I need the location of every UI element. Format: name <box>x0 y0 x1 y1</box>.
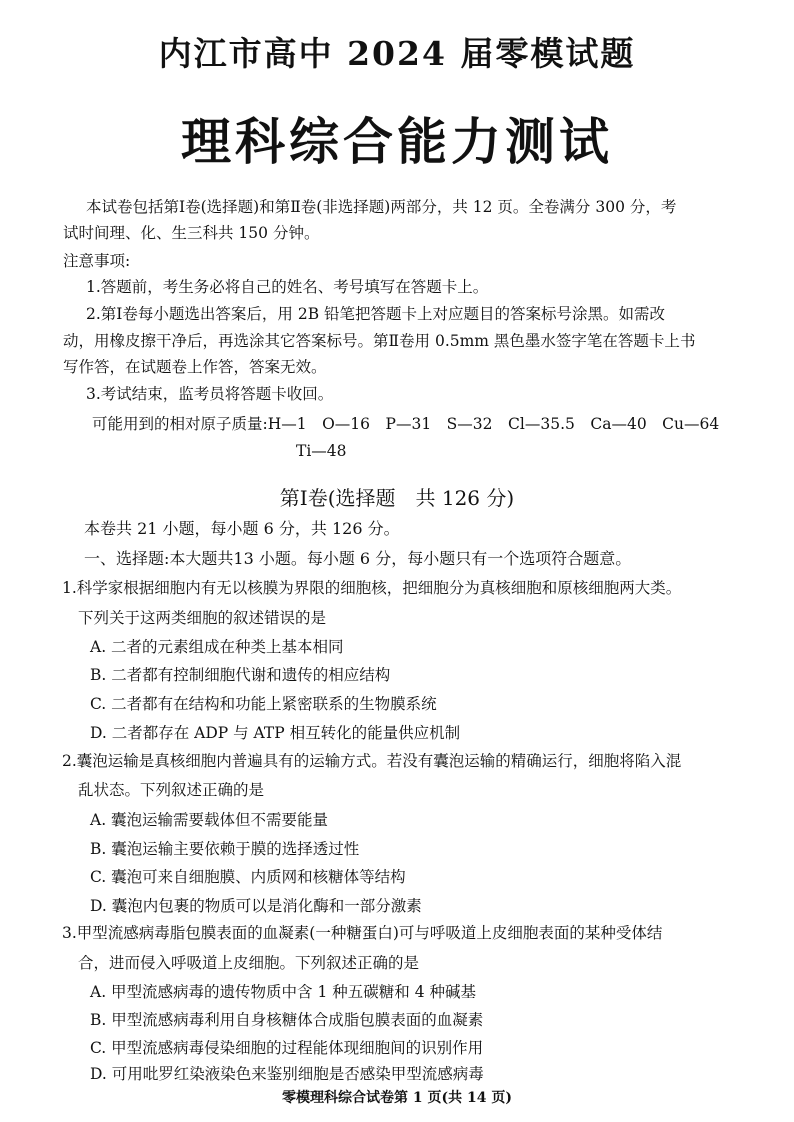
question-2-option-c: C. 囊泡可来自细胞膜、内质网和核糖体等结构 <box>90 868 406 886</box>
exam-title: 内江市高中 2024 届零模试题 <box>158 34 636 73</box>
note-2-line-3: 写作答，在试题卷上作答，答案无效。 <box>63 358 327 376</box>
question-1-option-b: B. 二者都有控制细胞代谢和遗传的相应结构 <box>90 666 391 684</box>
question-3-stem-line-1: 3.甲型流感病毒脂包膜表面的血凝素(一种糖蛋白)可与呼吸道上皮细胞表面的某种受体结 <box>62 924 663 942</box>
question-1-stem-line-1: 1.科学家根据细胞内有无以核膜为界限的细胞核，把细胞分为真核细胞和原核细胞两大类。 <box>62 579 682 597</box>
atomic-mass-line-1: 可能用到的相对原子质量:H—1 O—16 P—31 S—32 Cl—35.5 Ca—40 Cu—64 <box>92 415 720 433</box>
section-1-heading: 第Ⅰ卷(选择题 共 126 分) <box>279 486 515 510</box>
intro-line-1: 本试卷包括第Ⅰ卷(选择题)和第Ⅱ卷(非选择题)两部分，共 12 页。全卷满分 300 分，考 <box>86 198 677 216</box>
page-footer: 零模理科综合试卷第 1 页(共 14 页) <box>282 1090 512 1106</box>
question-1-option-c: C. 二者都有在结构和功能上紧密联系的生物膜系统 <box>90 695 437 713</box>
question-2-stem-line-1: 2.囊泡运输是真核细胞内普遍具有的运输方式。若没有囊泡运输的精确运行，细胞将陷入混 <box>62 752 682 770</box>
question-2-option-a: A. 囊泡运输需要载体但不需要能量 <box>90 811 329 829</box>
note-2-line-1: 2.第Ⅰ卷每小题选出答案后，用 2B 铅笔把答题卡上对应题目的答案标号涂黑。如需改 <box>86 305 666 323</box>
intro-line-2: 试时间理、化、生三科共 150 分钟。 <box>63 224 320 242</box>
question-2-stem-line-2: 乱状态。下列叙述正确的是 <box>78 781 265 799</box>
atomic-mass-line-2: Ti—48 <box>296 442 347 460</box>
section-1-part: 一、选择题:本大题共13 小题。每小题 6 分，每小题只有一个选项符合题意。 <box>84 549 632 568</box>
note-2-line-2: 动，用橡皮擦干净后，再选涂其它答案标号。第Ⅱ卷用 0.5mm 黑色墨水签字笔在答题卡上书 <box>63 332 696 350</box>
question-3-stem-line-2: 合，进而侵入呼吸道上皮细胞。下列叙述正确的是 <box>78 954 420 972</box>
question-1-option-d: D. 二者都存在 ADP 与 ATP 相互转化的能量供应机制 <box>90 724 461 742</box>
exam-subtitle: 理科综合能力测试 <box>181 112 613 171</box>
notes-heading: 注意事项: <box>63 252 131 270</box>
question-3-option-b: B. 甲型流感病毒利用自身核糖体合成脂包膜表面的血凝素 <box>90 1011 484 1029</box>
question-3-option-a: A. 甲型流感病毒的遗传物质中含 1 种五碳糖和 4 种碱基 <box>90 983 476 1001</box>
note-3: 3.考试结束，监考员将答题卡收回。 <box>86 385 334 403</box>
question-2-option-d: D. 囊泡内包裹的物质可以是消化酶和一部分激素 <box>90 897 422 915</box>
question-1-option-a: A. 二者的元素组成在种类上基本相同 <box>90 638 344 656</box>
question-3-option-d: D. 可用吡罗红染液染色来鉴别细胞是否感染甲型流感病毒 <box>90 1065 484 1083</box>
section-1-intro: 本卷共 21 小题，每小题 6 分，共 126 分。 <box>84 519 400 538</box>
question-1-stem-line-2: 下列关于这两类细胞的叙述错误的是 <box>78 609 327 627</box>
note-1: 1.答题前，考生务必将自己的姓名、考号填写在答题卡上。 <box>86 278 489 296</box>
question-2-option-b: B. 囊泡运输主要依赖于膜的选择透过性 <box>90 840 360 858</box>
question-3-option-c: C. 甲型流感病毒侵染细胞的过程能体现细胞间的识别作用 <box>90 1039 484 1057</box>
